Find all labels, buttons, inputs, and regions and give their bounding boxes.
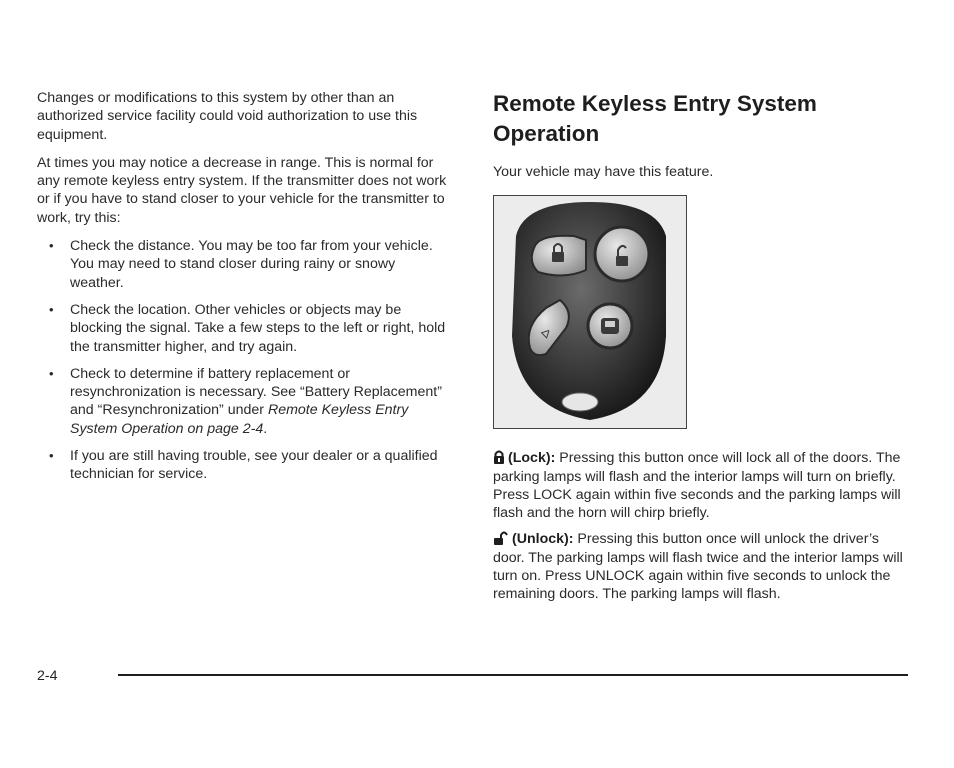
- range-intro: At times you may notice a decrease in range. This is normal for any remote keyless entry system. If the transmitter does not work or if you have to stand closer to your vehicle for the transmitter to work, try this:: [37, 154, 447, 226]
- key-fob-illustration: [493, 195, 687, 429]
- modification-warning: Changes or modifications to this system by other than an authorized service facility could void authorization to use this equipment.: [37, 90, 418, 143]
- lock-description: [493, 449, 905, 522]
- feature-intro: Your vehicle may have this feature.: [493, 164, 714, 180]
- list-item-text: Check the location. Other vehicles or objects may be blocking the signal. Take a few steps to the left or right, hold the transmitter higher, and try again.: [70, 301, 446, 355]
- list-item: [37, 301, 448, 356]
- fob-indicator: [562, 393, 598, 411]
- lock-label: (Lock):: [508, 450, 556, 467]
- list-item-text: If you are still having trouble, see your dealer or a qualified technician for service.: [70, 448, 438, 483]
- cross-reference-link[interactable]: Remote Keyless Entry System Operation on page 2-4: [70, 402, 409, 437]
- lock-icon: [493, 450, 505, 464]
- key-fob-icon: [494, 196, 686, 428]
- list-item: [37, 237, 448, 292]
- unlock-icon: [616, 256, 628, 266]
- right-column: [493, 89, 913, 612]
- bullet-glyph: •: [49, 238, 54, 254]
- section-heading: Remote Keyless Entry System Operation: [493, 91, 817, 146]
- list-item-text: Check the distance. You may be too far from your vehicle. You may need to stand closer during rainy or snowy weather.: [70, 238, 433, 291]
- lock-text: Pressing this button once will lock all of the doors. The parking lamps will flash and the interior lamps will turn on briefly. Press LOCK again within five seconds and the parking lamps will flash and the horn will chirp briefly.: [493, 450, 901, 522]
- footer-rule: [118, 674, 908, 676]
- bullet-glyph: •: [49, 301, 54, 317]
- list-item: [37, 365, 448, 438]
- svg-text:ᐅ: ᐅ: [538, 325, 555, 343]
- lock-icon: [552, 252, 564, 262]
- left-column: [37, 89, 457, 493]
- unlock-text: Pressing this button once will unlock the driver’s door. The parking lamps will flash twice and the interior lamps will turn on. Press UNLOCK again within five seconds to unlock the remaining doors. The parking lamps will flash.: [493, 531, 903, 603]
- fob-unlock-button: [595, 227, 649, 281]
- list-item-text: Check to determine if battery replacement or resynchronization is necessary. See “Battery Replacement” and “Resynchronization” under: [70, 365, 442, 419]
- unlock-description: [493, 530, 905, 603]
- unlock-label: (Unlock):: [512, 531, 574, 548]
- unlock-icon: [493, 531, 509, 545]
- troubleshooting-list: [37, 237, 457, 484]
- list-item-text-end: .: [263, 420, 268, 437]
- list-item: [37, 447, 448, 484]
- bullet-glyph: •: [49, 448, 54, 464]
- page-number: 2-4: [37, 668, 58, 684]
- bullet-glyph: •: [49, 365, 54, 381]
